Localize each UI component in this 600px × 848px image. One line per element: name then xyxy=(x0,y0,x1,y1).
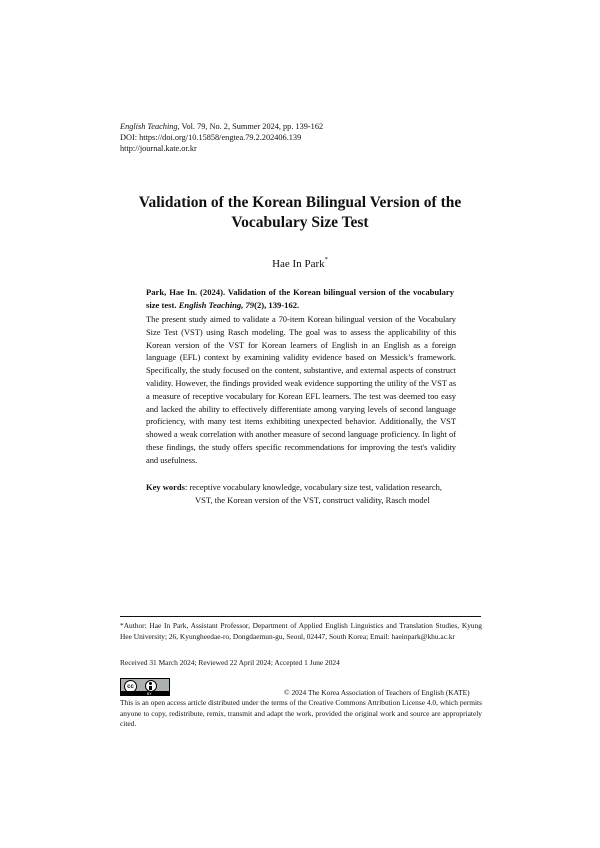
journal-citation-line xyxy=(120,121,323,132)
citation-part-2: (2), 139-162. xyxy=(254,299,300,310)
footnote-divider xyxy=(120,616,481,617)
badge-bar xyxy=(121,691,169,695)
title-line-1: Validation of the Korean Bilingual Version of the xyxy=(138,194,462,211)
received-dates: Received 31 March 2024; Reviewed 22 April 2024; Accepted 1 June 2024 xyxy=(120,658,340,667)
journal-url[interactable]: http://journal.kate.or.kr xyxy=(120,144,197,153)
keywords-text-1: : receptive vocabulary knowledge, vocabulary size test, validation research, xyxy=(184,482,442,492)
cc-icon: cc xyxy=(124,680,137,693)
paper-title xyxy=(110,193,490,233)
cc-by-license-badge[interactable] xyxy=(120,678,170,696)
journal-issue: , Vol. 79, No. 2, Summer 2024, pp. 139-162 xyxy=(177,122,324,131)
citation-journal: English Teaching, 79 xyxy=(178,299,255,310)
citation-part-1: Park, Hae In. (2024). Validation of the Korean bilingual version of the vocabulary size test. xyxy=(146,287,454,310)
copyright-notice: © 2024 The Korea Association of Teachers of English (KATE) xyxy=(284,688,470,697)
author-footnote: *Author: Hae In Park, Assistant Professor, Department of Applied English Linguistics and Translation Studies, Kyung Hee University; 26, Kyungheedae-ro, Dongdaemun-gu, Seoul, 02447, South Korea; Email: haeinpark@khu.ac.kr xyxy=(120,621,482,641)
keywords xyxy=(146,481,466,506)
title-line-2: Vocabulary Size Test xyxy=(231,214,369,231)
by-label: BY xyxy=(147,692,152,696)
author-footnote-mark[interactable]: * xyxy=(324,256,328,263)
author-line xyxy=(0,258,600,270)
keywords-line-1 xyxy=(146,481,466,494)
doi-link[interactable]: DOI: https://doi.org/10.15858/engtea.79.2.202406.139 xyxy=(120,133,302,142)
journal-header xyxy=(120,121,323,154)
license-text: This is an open access article distributed under the terms of the Creative Commons Attribution License 4.0, which permits anyone to copy, redistribute, remix, transmit and adapt the work, provided the original work and source are appropriately cited. xyxy=(120,698,482,729)
keywords-label: Key words xyxy=(146,482,185,492)
author-name: Hae In Park xyxy=(272,258,325,270)
journal-name: English Teaching xyxy=(120,122,178,131)
citation xyxy=(146,286,454,311)
keywords-text-2: VST, the Korean version of the VST, construct validity, Rasch model xyxy=(195,494,430,505)
abstract: The present study aimed to validate a 70-item Korean bilingual version of the Vocabulary Size Test (VST) using Rasch modeling. The goal was to assess the applicability of this Korean version of the VST for Korean learners of English in an English as a foreign language (EFL) context by examining validity evidence based on Messick’s framework. Specifically, the study focused on the content, substantive, and external aspects of construct validity. However, the findings provided weak evidence supporting the utility of the VST as a measure of receptive vocabulary for Korean EFL learners. The test was deemed too easy and lacked the ability to effectively differentiate among varying levels of second language proficiency, with many test items exhibiting unexpected behavior. Additionally, the VST showed a weak correlation with another measure of second language proficiency. In light of these findings, the study offers specific recommendations for improving the test's validity and usefulness. xyxy=(146,314,456,465)
